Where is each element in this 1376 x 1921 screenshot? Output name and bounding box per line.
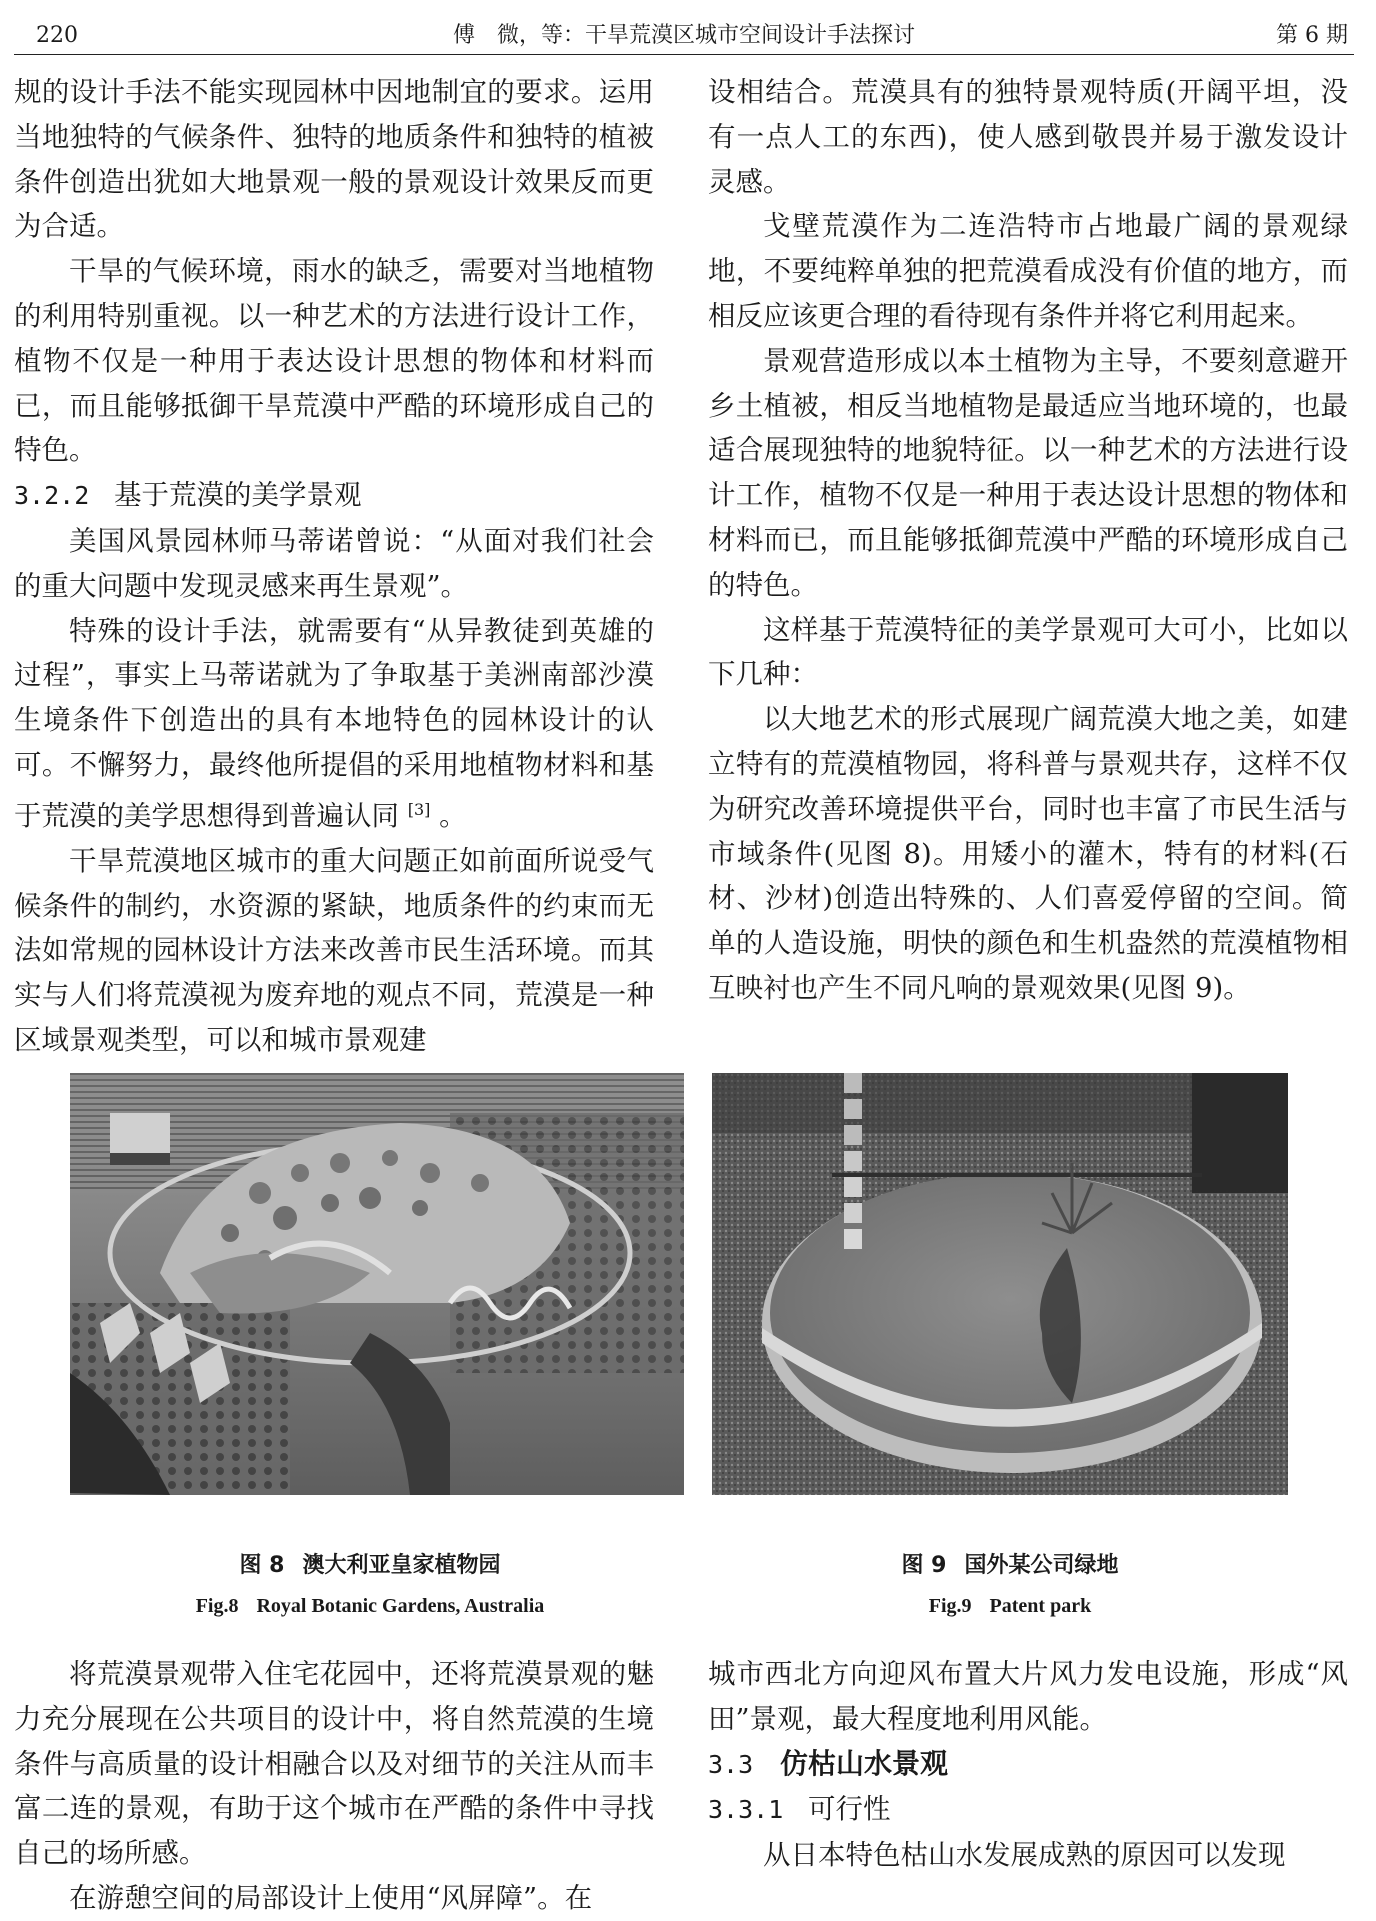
figure-9-photo bbox=[712, 1073, 1288, 1495]
caption-en bbox=[680, 1586, 1340, 1626]
section-number: 3.3 bbox=[708, 1749, 754, 1779]
paragraph: 干旱荒漠地区城市的重大问题正如前面所说受气候条件的制约，水资源的紧缺，地质条件的约束而无法如常规的园林设计方法来改善市民生活环境。而其实与人们将荒漠视为废弃地的观点不同，荒漠是一种区域景观类型，可以和城市景观建 bbox=[14, 844, 654, 1056]
section-heading-3-3 bbox=[708, 1742, 1348, 1788]
botanic-garden-aerial-image bbox=[70, 1073, 684, 1495]
paragraph: 从日本特色枯山水发展成熟的原因可以发现 bbox=[763, 1839, 1286, 1872]
figure-8-caption bbox=[40, 1546, 700, 1626]
paragraph: 干旱的气候环境，雨水的缺乏，需要对当地植物的利用特别重视。以一种艺术的方法进行设计工作，植物不仅是一种用于表达设计思想的物体和材料而已，而且能够抵御干旱荒漠中严酷的环境形成自己的特色。 bbox=[14, 255, 654, 467]
caption-en-text: Royal Botanic Gardens, Australia bbox=[256, 1595, 545, 1617]
paragraph-text: 特殊的设计手法，就需要有“从异教徒到英雄的过程”，事实上马蒂诺就为了争取基于美洲南部沙漠生境条件下创造出的具有本地特色的园林设计的认可。不懈努力，最终他所提倡的采用地植物材料和基于荒漠的美学思想得到普遍认同 bbox=[14, 614, 654, 832]
paragraph: 以大地艺术的形式展现广阔荒漠大地之美，如建立特有的荒漠植物园，将科普与景观共存，这样不仅为研究改善环境提供平台，同时也丰富了市民生活与市域条件(见图 8)。用矮小的灌木，特有的材料(石材、沙材)创造出特殊的、人们喜爱停留的空间。简单的人造设施，明快的颜色和生机盎然的荒漠植物相互映衬也产生不同凡响的景观效果(见图 9)。 bbox=[708, 703, 1348, 1004]
citation-ref: [3] bbox=[407, 799, 431, 819]
section-title: 仿枯山水景观 bbox=[780, 1746, 949, 1780]
caption-cn bbox=[40, 1546, 700, 1586]
section-number: 3.3.1 bbox=[708, 1795, 784, 1825]
figure-8-photo bbox=[70, 1073, 684, 1495]
running-title: 傅 微，等：干旱荒漠区城市空间设计手法探讨 bbox=[452, 23, 915, 48]
caption-cn-text: 国外某公司绿地 bbox=[964, 1553, 1119, 1578]
figure-label-en: Fig.8 bbox=[195, 1595, 239, 1617]
bottom-right-column bbox=[708, 1652, 1348, 1878]
caption-en-text: Patent park bbox=[989, 1595, 1092, 1617]
issue-number: 第 6 期 bbox=[1276, 23, 1348, 48]
patent-park-image bbox=[712, 1073, 1288, 1495]
paragraph-end: 。 bbox=[439, 799, 467, 832]
running-header bbox=[14, 18, 1354, 55]
paragraph: 规的设计手法不能实现园林中因地制宜的要求。运用当地独特的气候条件、独特的地质条件和独特的植被条件创造出犹如大地景观一般的景观设计效果反而更为合适。 bbox=[14, 76, 654, 243]
bottom-left-column bbox=[14, 1652, 654, 1921]
page-number: 220 bbox=[36, 23, 78, 48]
paragraph: 美国风景园林师马蒂诺曾说：“从面对我们社会的重大问题中发现灵感来再生景观”。 bbox=[14, 524, 654, 602]
section-heading-3-2-2 bbox=[14, 473, 654, 519]
paragraph: 设相结合。荒漠具有的独特景观特质(开阔平坦，没有一点人工的东西)，使人感到敬畏并易于激发设计灵感。 bbox=[708, 76, 1348, 198]
figure-label-cn: 图 8 bbox=[239, 1553, 285, 1578]
figure-label-cn: 图 9 bbox=[901, 1553, 947, 1578]
section-number: 3.2.2 bbox=[14, 481, 90, 511]
section-heading-3-3-1 bbox=[708, 1787, 1348, 1833]
caption-cn bbox=[680, 1546, 1340, 1586]
paragraph: 戈壁荒漠作为二连浩特市占地最广阔的景观绿地，不要纯粹单独的把荒漠看成没有价值的地方，而相反应该更合理的看待现有条件并将它利用起来。 bbox=[708, 210, 1348, 332]
figure-9-caption bbox=[680, 1546, 1340, 1626]
right-column bbox=[708, 70, 1348, 1011]
paragraph: 在游憩空间的局部设计上使用“风屏障”。在 bbox=[69, 1881, 593, 1914]
paragraph bbox=[14, 609, 654, 839]
left-column bbox=[14, 70, 654, 1063]
figure-label-en: Fig.9 bbox=[928, 1595, 972, 1617]
paragraph: 景观营造形成以本土植物为主导，不要刻意避开乡土植被，相反当地植物是最适应当地环境的，也最适合展现独特的地貌特征。以一种艺术的方法进行设计工作，植物不仅是一种用于表达设计思想的物体和材料而已，而且能够抵御荒漠中严酷的环境形成自己的特色。 bbox=[708, 344, 1348, 601]
section-title: 基于荒漠的美学景观 bbox=[114, 479, 362, 512]
paragraph: 将荒漠景观带入住宅花园中，还将荒漠景观的魅力充分展现在公共项目的设计中，将自然荒漠的生境条件与高质量的设计相融合以及对细节的关注从而丰富二连的景观，有助于这个城市在严酷的条件中寻找自己的场所感。 bbox=[14, 1658, 654, 1870]
paragraph: 这样基于荒漠特征的美学景观可大可小，比如以下几种： bbox=[708, 613, 1348, 691]
caption-cn-text: 澳大利亚皇家植物园 bbox=[302, 1553, 501, 1578]
paragraph: 城市西北方向迎风布置大片风力发电设施，形成“风田”景观，最大程度地利用风能。 bbox=[708, 1658, 1348, 1735]
section-title: 可行性 bbox=[808, 1793, 891, 1826]
caption-en bbox=[40, 1586, 700, 1626]
